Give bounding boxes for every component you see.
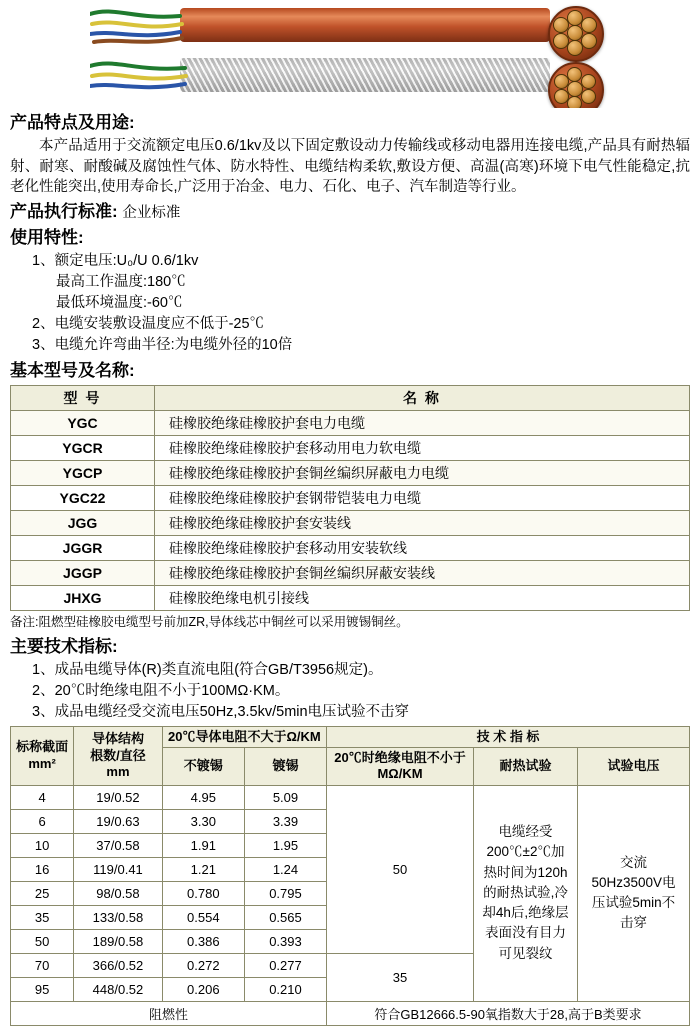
model-name: 硅橡胶绝缘硅橡胶护套钢带铠装电力电缆 <box>155 486 690 511</box>
cell-no-tin: 0.386 <box>162 929 244 953</box>
cell-no-tin: 0.554 <box>162 905 244 929</box>
model-table <box>10 385 690 611</box>
model-code: YGC22 <box>11 486 155 511</box>
cell-no-tin: 0.206 <box>162 977 244 1001</box>
tech-item-1: 1、成品电缆导体(R)类直流电阻(符合GB/T3956规定)。 <box>32 661 383 678</box>
col-tech-index: 技 术 指 标 <box>327 726 690 747</box>
cell-no-tin: 3.30 <box>162 809 244 833</box>
col-nominal-section: 标称截面 mm² <box>11 726 74 785</box>
cell-section: 10 <box>11 833 74 857</box>
cell-section: 35 <box>11 905 74 929</box>
table-row <box>11 561 690 586</box>
cell-tinned: 0.795 <box>244 881 326 905</box>
cell-section: 25 <box>11 881 74 905</box>
col-tinned: 镀锡 <box>244 748 326 786</box>
cell-no-tin: 4.95 <box>162 785 244 809</box>
table-row <box>11 785 690 809</box>
model-code: JGG <box>11 511 155 536</box>
cell-tinned: 0.277 <box>244 953 326 977</box>
cell-structure: 448/0.52 <box>74 977 163 1001</box>
table-header-row <box>11 386 690 411</box>
cell-no-tin: 1.21 <box>162 857 244 881</box>
col-model-code: 型 号 <box>11 386 155 411</box>
tech-item-2: 2、20℃时绝缘电阻不小于100MΩ·KM。 <box>32 682 290 699</box>
cell-tinned: 1.95 <box>244 833 326 857</box>
cell-structure: 366/0.52 <box>74 953 163 977</box>
silicone-rubber-cable-braided <box>90 58 550 92</box>
tech-item-3: 3、成品电缆经受交流电压50Hz,3.5kv/5min电压试验不击穿 <box>32 703 410 720</box>
model-code: YGCR <box>11 436 155 461</box>
usage-item-1: 1、额定电压:U₀/U 0.6/1kv <box>32 253 199 270</box>
model-code: YGC <box>11 411 155 436</box>
table-row <box>11 411 690 436</box>
model-code: JGGR <box>11 536 155 561</box>
cell-section: 16 <box>11 857 74 881</box>
cable-cross-section-6-core <box>548 62 604 108</box>
cell-section: 6 <box>11 809 74 833</box>
model-code: YGCP <box>11 461 155 486</box>
table-row <box>11 586 690 611</box>
standard-heading <box>10 201 690 223</box>
cell-insulation-resistance-2: 35 <box>327 953 474 1001</box>
cell-structure: 19/0.52 <box>74 785 163 809</box>
models-heading: 基本型号及名称: <box>10 361 135 381</box>
model-name: 硅橡胶绝缘硅橡胶护套电力电缆 <box>155 411 690 436</box>
cell-structure: 133/0.58 <box>74 905 163 929</box>
table-row <box>11 461 690 486</box>
product-image-area <box>0 0 700 108</box>
cell-structure: 119/0.41 <box>74 857 163 881</box>
usage-heading: 使用特性: <box>10 227 84 247</box>
cell-section: 50 <box>11 929 74 953</box>
cell-heat-test: 电缆经受200℃±2℃加热时间为120h的耐热试验,冷却4h后,绝缘层表面没有目力可见裂纹 <box>473 785 577 1001</box>
features-heading: 产品特点及用途: <box>10 113 135 132</box>
features-body: 本产品适用于交流额定电压0.6/1kv及以下固定敷设动力传输线或移动电器用连接电缆,产品具有耐热辐射、耐寒、耐酸碱及腐蚀性气体、防水特性、电缆结构柔软,敷设方便、高温(高寒)环境下电气性能稳定,抗老化性能突出,使用寿命长,广泛用于冶金、电力、石化、电子、汽车制造等行业。 <box>10 138 690 196</box>
cell-tinned: 1.24 <box>244 857 326 881</box>
standard-value: 企业标准 <box>122 204 181 221</box>
col-conductor-structure: 导体结构 根数/直径 mm <box>74 726 163 785</box>
model-name: 硅橡胶绝缘硅橡胶护套铜丝编织屏蔽安装线 <box>155 561 690 586</box>
silicone-rubber-cable-brown <box>90 8 550 42</box>
cell-structure: 37/0.58 <box>74 833 163 857</box>
cable-sheath-braided <box>180 58 550 92</box>
col-resistance-group: 20℃导体电阻不大于Ω/KM <box>162 726 326 747</box>
cell-section: 70 <box>11 953 74 977</box>
standard-label: 产品执行标准: <box>10 201 118 221</box>
exposed-cores-icon-2 <box>90 54 210 98</box>
cell-section: 95 <box>11 977 74 1001</box>
cell-tinned: 3.39 <box>244 809 326 833</box>
table-row <box>11 511 690 536</box>
spec-header-row-1 <box>11 726 690 747</box>
col-voltage-test: 试验电压 <box>578 748 690 786</box>
col-no-tin: 不镀锡 <box>162 748 244 786</box>
usage-item-2: 2、电缆安装敷设温度应不低于-25℃ <box>32 316 265 333</box>
exposed-cores-icon <box>90 4 210 48</box>
models-note: 备注:阻燃型硅橡胶电缆型号前加ZR,导体线芯中铜丝可以采用镀锡铜丝。 <box>10 615 409 630</box>
table-row <box>11 536 690 561</box>
model-code: JHXG <box>11 586 155 611</box>
flame-retardance-row <box>11 1001 690 1025</box>
col-heat-test: 耐热试验 <box>473 748 577 786</box>
cell-tinned: 5.09 <box>244 785 326 809</box>
cable-cross-section-7-core <box>548 6 604 62</box>
model-code: JGGP <box>11 561 155 586</box>
cell-tinned: 0.565 <box>244 905 326 929</box>
cell-no-tin: 0.272 <box>162 953 244 977</box>
cable-sheath-brown <box>180 8 550 42</box>
specification-table <box>10 726 690 1026</box>
col-model-name: 名 称 <box>155 386 690 411</box>
table-row <box>11 486 690 511</box>
cell-tinned: 0.210 <box>244 977 326 1001</box>
col-insulation-resistance: 20℃时绝缘电阻不小于MΩ/KM <box>327 748 474 786</box>
table-row <box>11 436 690 461</box>
flame-label: 阻燃性 <box>11 1001 327 1025</box>
cell-no-tin: 1.91 <box>162 833 244 857</box>
model-name: 硅橡胶绝缘硅橡胶护套移动用安装软线 <box>155 536 690 561</box>
cell-voltage-test: 交流50Hz3500V电压试验5min不击穿 <box>578 785 690 1001</box>
model-name: 硅橡胶绝缘硅橡胶护套铜丝编织屏蔽电力电缆 <box>155 461 690 486</box>
flame-value: 符合GB12666.5-90氧指数大于28,高于B类要求 <box>327 1001 690 1025</box>
usage-subitem-2: 最低环境温度:-60℃ <box>56 295 183 312</box>
cell-section: 4 <box>11 785 74 809</box>
cell-insulation-resistance-1: 50 <box>327 785 474 953</box>
model-name: 硅橡胶绝缘硅橡胶护套安装线 <box>155 511 690 536</box>
usage-subitem-1: 最高工作温度:180℃ <box>56 274 186 291</box>
cell-structure: 189/0.58 <box>74 929 163 953</box>
usage-item-3: 3、电缆允许弯曲半径:为电缆外径的10倍 <box>32 337 293 354</box>
cell-structure: 98/0.58 <box>74 881 163 905</box>
cell-tinned: 0.393 <box>244 929 326 953</box>
cell-no-tin: 0.780 <box>162 881 244 905</box>
tech-heading: 主要技术指标: <box>10 636 118 656</box>
model-name: 硅橡胶绝缘电机引接线 <box>155 586 690 611</box>
cell-structure: 19/0.63 <box>74 809 163 833</box>
model-name: 硅橡胶绝缘硅橡胶护套移动用电力软电缆 <box>155 436 690 461</box>
